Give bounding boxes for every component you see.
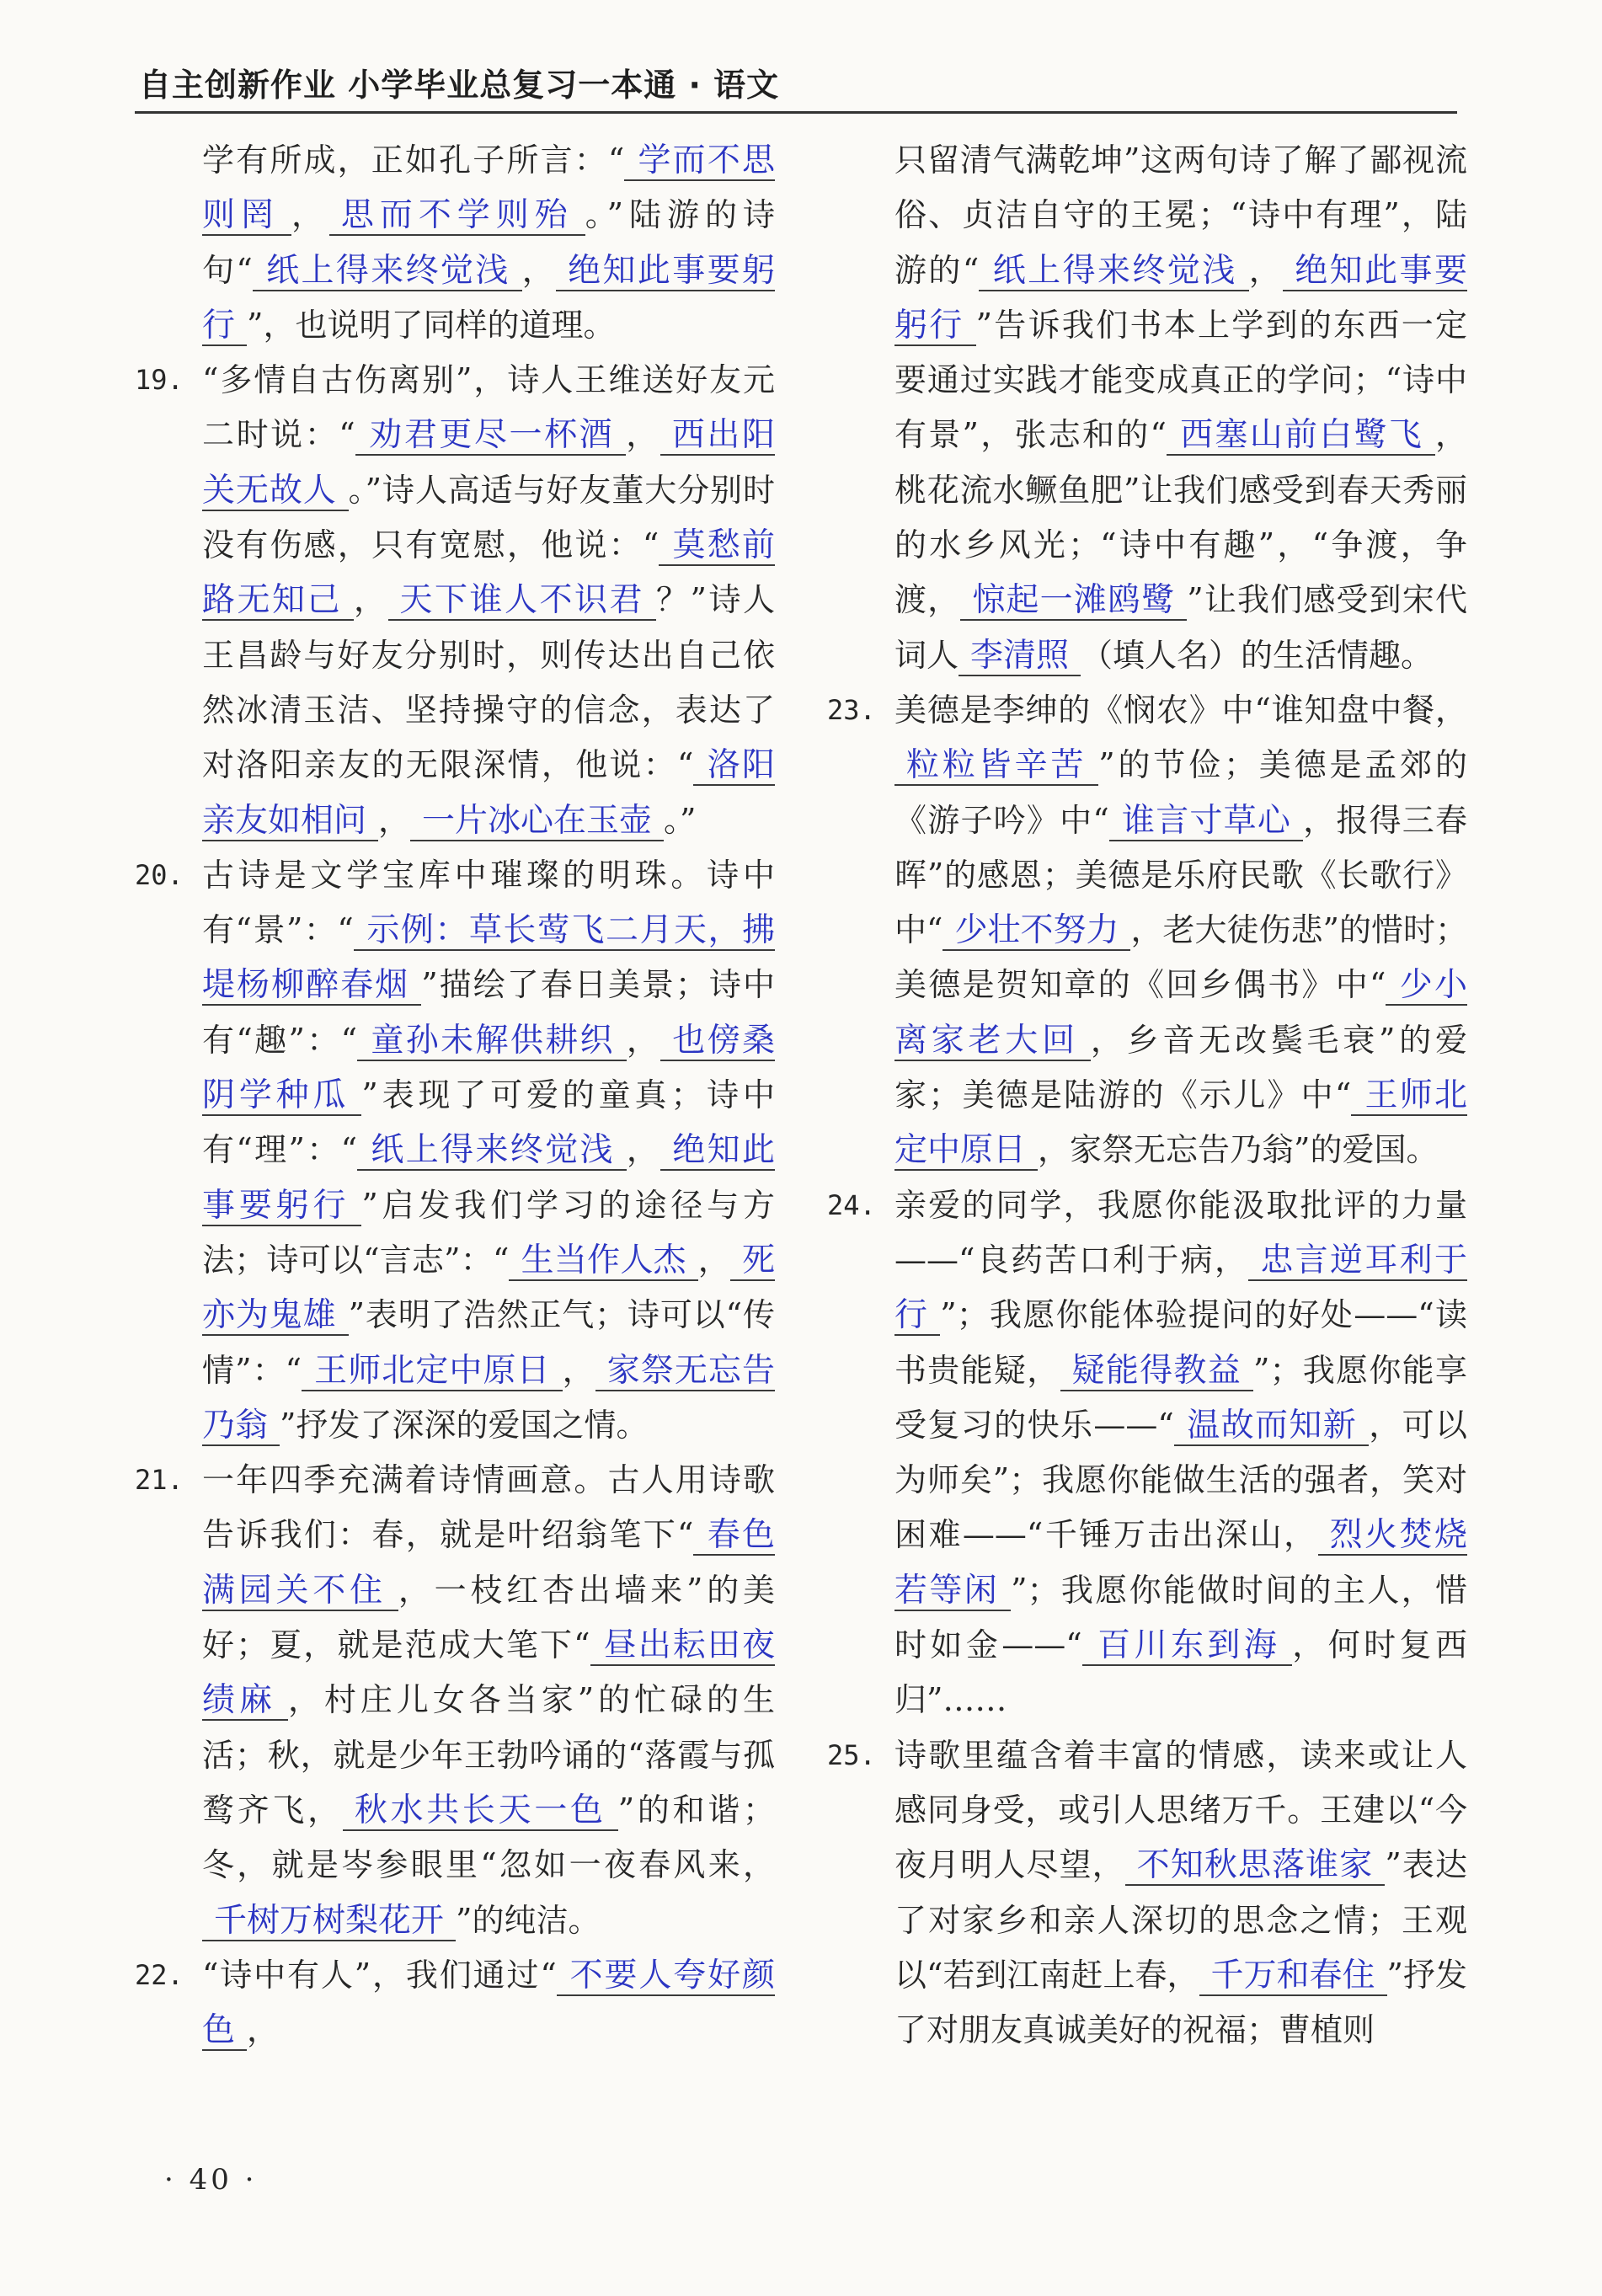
- answer-blank: 家祭无忘告乃翁: [202, 1351, 775, 1444]
- text: 古诗是文学宝库中璀璨的明珠。诗中有“景”：“: [202, 856, 775, 949]
- question-20: [135, 848, 775, 1453]
- text: ”表达了对家乡和亲人深切的思念之情；王观以“若到江南赶上春，: [894, 1846, 1467, 1994]
- text: ”表现了可爱的童真；诗中有“理”：“: [202, 1076, 775, 1169]
- text: ”；我愿你能做时间的主人，惜时如金——“: [894, 1571, 1467, 1664]
- answer-blank: 谁言寸草心: [1109, 802, 1303, 841]
- text: ”，也说明了同样的道理。: [247, 306, 616, 344]
- text: 诗歌里蕴含着丰富的情感，读来或让人感同身受，或引人思绪万千。王建以“今夜月明人尽望，: [894, 1736, 1467, 1884]
- text: ，村庄儿女各当家”的忙碌的生活；秋，就是少年王勃吟诵的“落霞与孤鹜齐飞，: [202, 1681, 775, 1829]
- question-number: 22.: [135, 1958, 184, 1991]
- text: ”的节俭；美德是孟郊的《游子吟》中“: [894, 746, 1467, 839]
- answer-blank: 西塞山前白鹭飞: [1167, 416, 1435, 456]
- answer-blank: 洛阳亲友如相问: [202, 746, 775, 840]
- page-header: 自主创新作业 小学毕业总复习一本通 · 语文: [139, 67, 780, 104]
- text: 亲爱的同学，我愿你能汲取批评的力量——“良药苦口利于病，: [894, 1186, 1467, 1279]
- text: （填人名）的生活情趣。: [1081, 636, 1434, 674]
- text: 美德是李绅的《悯农》中“谁知盘中餐，: [894, 691, 1467, 729]
- answer-blank: 千树万树梨花开: [202, 1902, 456, 1941]
- answer-blank: 惊起一滩鸥鹭: [960, 581, 1187, 621]
- text: ，: [247, 2011, 280, 2049]
- question-21: [135, 1453, 775, 1948]
- text: 一年四季充满着诗情画意。古人用诗歌告诉我们：春，就是叶绍翁笔下“: [202, 1461, 775, 1554]
- answer-blank: 温故而知新: [1174, 1407, 1369, 1446]
- question-number: 20.: [135, 858, 184, 891]
- answer-blank: 纸上得来终觉浅: [253, 252, 522, 291]
- question-number: 21.: [135, 1464, 184, 1497]
- answer-blank: 劝君更尽一杯酒: [355, 416, 627, 456]
- answer-blank: 绝知此事要躬行: [202, 251, 775, 344]
- text: 学有所成，正如孔子所言：“: [202, 141, 625, 179]
- question-number: 23.: [827, 693, 876, 726]
- text: ”；我愿你能享受复习的快乐——“: [894, 1351, 1467, 1444]
- text: 。”诗人高适与好友董大分别时没有伤感，只有宽慰，他说：“: [202, 471, 775, 564]
- answer-blank: 春色满园关不住: [202, 1516, 775, 1610]
- text: ”；我愿你能体验提问的好处——“读书贵能疑，: [894, 1296, 1467, 1389]
- question-23: [827, 683, 1467, 1178]
- text: ？”诗人王昌龄与好友分别时，则传达出自己依然冰清玉洁、坚持操守的信念，表达了对洛阳亲友的无限深情，他说：“: [202, 581, 775, 784]
- text: ”告诉我们书本上学到的东西一定要通过实践才能变成真正的学问；“诗中有景”，张志和的“: [894, 306, 1467, 454]
- question-19: [135, 353, 775, 848]
- left-column: [135, 133, 775, 2155]
- question-number: 25.: [827, 1738, 876, 1771]
- text: ，: [626, 1131, 661, 1169]
- text: ，一枝红杏出墙来”的美好；夏，就是范成大笔下“: [202, 1571, 775, 1664]
- answer-blank: 疑能得教益: [1060, 1352, 1254, 1391]
- header-rule: [135, 111, 1457, 114]
- answer-blank: 百川东到海: [1082, 1626, 1293, 1666]
- answer-blank: 学而不思则罔: [202, 141, 775, 235]
- text: ”的纯洁。: [456, 1901, 601, 1939]
- answer-blank: 少壮不努力: [943, 911, 1130, 951]
- text: “多情自古伤离别”，诗人王维送好友元二时说：“: [202, 361, 775, 454]
- answer-blank: 童孙未解供耕织: [357, 1022, 627, 1061]
- text: ”启发我们学习的途径与方法；诗可以“言志”：“: [202, 1186, 775, 1279]
- text: ，: [1248, 251, 1284, 289]
- answer-blank: 生当作人杰: [509, 1241, 697, 1281]
- answer-blank: 绝知此事要躬行: [202, 1131, 775, 1225]
- answer-blank: 千万和春住: [1199, 1957, 1387, 1996]
- question-number: 19.: [135, 364, 184, 397]
- answer-blank: 死亦为鬼雄: [202, 1241, 775, 1335]
- answer-blank: 王师北定中原日: [894, 1076, 1467, 1170]
- text: ，: [697, 1241, 730, 1279]
- text: ，桃花流水鳜鱼肥”让我们感受到春天秀丽的水乡风光；“诗中有趣”，“争渡，争渡，: [894, 416, 1467, 619]
- text: ，老大徒伤悲”的惜时；美德是贺知章的《回乡偶书》中“: [894, 911, 1467, 1004]
- text: ，家祭无忘告乃翁”的爱国。: [1038, 1131, 1439, 1169]
- text: ”抒发了深深的爱国之情。: [280, 1406, 649, 1444]
- answer-blank: 绝知此事要躬行: [894, 251, 1467, 344]
- text: 。”陆游的诗句“: [202, 196, 775, 289]
- answer-blank: 秋水共长天一色: [343, 1791, 618, 1831]
- question-22-continuation: [894, 133, 1467, 683]
- answer-blank: 莫愁前路无知己: [202, 526, 775, 620]
- answer-blank: 西出阳关无故人: [202, 416, 775, 510]
- answer-blank: 忠言逆耳利于行: [894, 1241, 1467, 1335]
- text: ，: [626, 416, 660, 454]
- text: ”让我们感受到宋代词人: [894, 581, 1467, 674]
- answer-blank: 不要人夸好颜色: [202, 1956, 775, 2050]
- question-25: [827, 1728, 1467, 2058]
- answer-blank: 也傍桑阴学种瓜: [202, 1021, 775, 1115]
- text: ，: [354, 581, 388, 619]
- text: ，: [562, 1351, 595, 1389]
- text: 。”: [664, 801, 697, 839]
- answer-blank: 不知秋思落谁家: [1125, 1846, 1386, 1886]
- text: “诗中有人”，我们通过“: [202, 1956, 557, 1994]
- text: ，: [521, 251, 557, 289]
- text: ，: [378, 801, 411, 839]
- answer-blank: 思而不学则殆: [329, 196, 585, 236]
- answer-blank: 烈火焚烧若等闲: [894, 1516, 1467, 1610]
- answer-blank: 李清照: [959, 637, 1081, 676]
- answer-blank: 纸上得来终觉浅: [357, 1131, 627, 1171]
- answer-blank: 示例：草长莺飞二月天，拂堤杨柳醉春烟: [202, 911, 775, 1005]
- text: ，可以为师矣”；我愿你能做生活的强者，笑对困难——“千锤万击出深山，: [894, 1406, 1467, 1554]
- text: ，何时复西归”……: [894, 1626, 1467, 1719]
- answer-blank: 天下谁人不识君: [388, 581, 657, 621]
- text: ”描绘了春日美景；诗中有“趣”：“: [202, 966, 775, 1059]
- text: ”的和谐；冬，就是岑参眼里“忽如一夜春风来，: [202, 1791, 775, 1884]
- text: 只留清气满乾坤”这两句诗了解了鄙视流俗、贞洁自守的王冕；“诗中有理”，陆游的“: [894, 141, 1467, 289]
- right-column: [827, 133, 1467, 2155]
- answer-blank: 一片冰心在玉壶: [410, 802, 664, 841]
- answer-blank: 纸上得来终觉浅: [979, 252, 1248, 291]
- answer-blank: 少小离家老大回: [894, 966, 1467, 1060]
- answer-blank: 王师北定中原日: [302, 1352, 563, 1391]
- question-22: [135, 1948, 775, 2058]
- text: ，: [291, 196, 329, 234]
- text: ，: [626, 1021, 661, 1059]
- page-number: · 40 ·: [164, 2163, 258, 2197]
- text: ”抒发了对朋友真诚美好的祝福；曹植则: [894, 1956, 1467, 2049]
- text: ，报得三春晖”的感恩；美德是乐府民歌《长歌行》中“: [894, 801, 1467, 949]
- question-18-continuation: [202, 133, 775, 353]
- text: ，乡音无改鬓毛衰”的爱家；美德是陆游的《示儿》中“: [894, 1021, 1467, 1114]
- answer-blank: 粒粒皆辛苦: [894, 746, 1098, 786]
- question-24: [827, 1178, 1467, 1728]
- text: ”表明了浩然正气；诗可以“传情”：“: [202, 1296, 775, 1389]
- question-number: 24.: [827, 1188, 876, 1221]
- answer-blank: 昼出耘田夜绩麻: [202, 1626, 775, 1720]
